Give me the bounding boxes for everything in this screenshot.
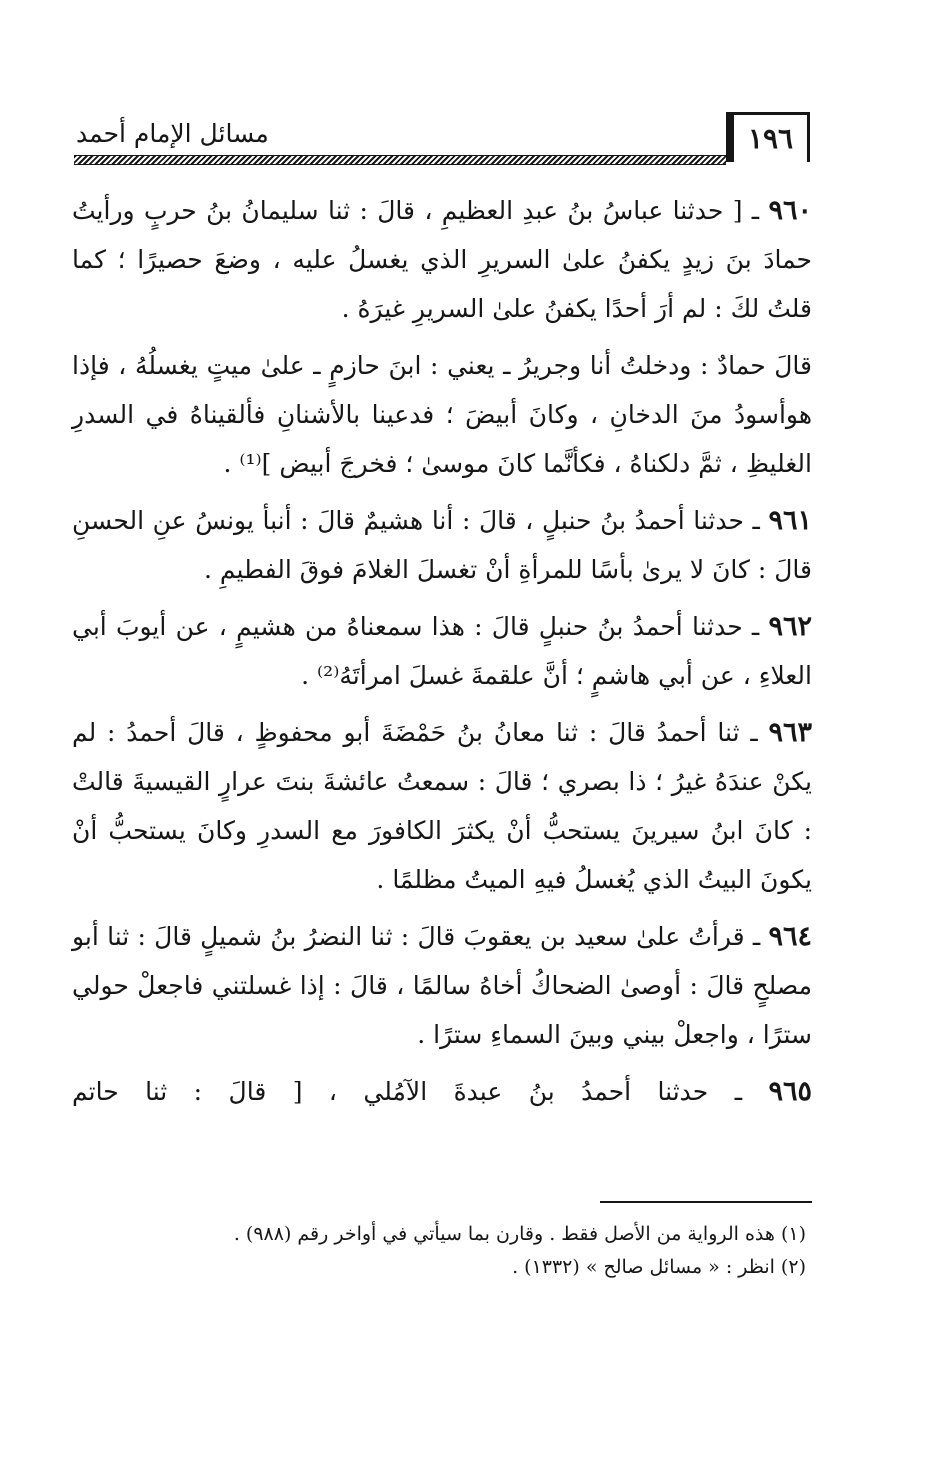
footnote-2: (٢) انظر : « مسائل صالح » (١٣٣٢) . [512, 1256, 806, 1278]
entry-text: [ حدثنا عباسُ بنُ عبدِ العظيمِ ، قالَ : ثنا سليمانُ بنُ حربٍ ورأيتُ حمادَ بنَ زيدٍ يكفنُ علىٰ السريرِ الذي يغسلُ عليه ، وضعَ حصيرًا ؛ كما قلتُ لكَ : لم أرَ أحدًا يكفنُ علىٰ السريرِ غيرَهُ . [72, 196, 812, 323]
entry-960-continued [72, 341, 812, 488]
entry-dash: ـ [739, 718, 769, 747]
entry-963 [72, 708, 812, 904]
entry-960 [72, 186, 812, 333]
body-text [72, 186, 812, 1124]
entry-number: ٩٦٠ [768, 195, 813, 226]
entry-number: ٩٦٢ [768, 611, 813, 642]
footnote-1: (١) هذه الرواية من الأصل فقط . وقارن بما سيأتي في أواخر رقم (٩٨٨) . [233, 1223, 806, 1245]
page-number: ١٩٦ [726, 112, 810, 162]
entry-965 [72, 1067, 812, 1116]
header-rule [74, 155, 726, 165]
running-title: مسائل الإمام أحمد [76, 119, 269, 148]
entry-dash: ـ [708, 1077, 769, 1106]
footnote-rule [600, 1201, 812, 1203]
entry-text: ثنا أحمدُ قالَ : ثنا معانُ بنُ حَمْضَةَ أبو محفوظٍ ، قالَ أحمدُ : لم يكنْ عندَهُ غيرُ ؛ ذا بصري ؛ قالَ : سمعتُ عائشةَ بنتَ عرارٍ القيسيةَ قالتْ : كانَ ابنُ سيرينَ يستحبُّ أنْ يكثرَ الكافورَ مع السدرِ وكانَ يستحبُّ أنْ يكونَ البيتُ الذي يُغسلُ فيهِ الميتُ مظلمًا . [72, 718, 812, 894]
entry-962 [72, 602, 812, 700]
entry-961 [72, 496, 812, 594]
entry-number: ٩٦١ [768, 505, 812, 536]
entry-text: حدثنا أحمدُ بنُ عبدةَ الآمُلي ، [ قالَ : ثنا حاتم [72, 1077, 709, 1106]
entry-dash: ـ [744, 922, 769, 951]
entry-text: قرأتُ علىٰ سعيد بن يعقوبَ قالَ : ثنا النضرُ بنُ شميلٍ قالَ : ثنا أبو مصلحٍ قالَ : أوصىٰ الضحاكُ أخاهُ سالمًا ، قالَ : إذا غسلتني فاجعلْ حولي سترًا ، واجعلْ بيني وبينَ السماءِ سترًا . [72, 922, 812, 1049]
entry-dash: ـ [743, 506, 769, 535]
entry-dash: ـ [742, 196, 769, 225]
entry-dash: ـ [742, 612, 769, 641]
entry-number: ٩٦٥ [768, 1076, 812, 1107]
entry-number: ٩٦٣ [768, 717, 812, 748]
entry-text: قالَ حمادٌ : ودخلتُ أنا وجريرُ ـ يعني : ابنَ حازمٍ ـ علىٰ ميتٍ يغسلُهُ ، فإذا هوأسودُ منَ الدخانِ ، وكانَ أبيضَ ؛ فدعينا بالأشنانِ فألقيناهُ في السدرِ الغليظِ ، ثمَّ دلكناهُ ، فكأنَّما كانَ موسىٰ ؛ فخرجَ أبيض ]⁽¹⁾ . [72, 351, 812, 478]
entry-964 [72, 912, 812, 1059]
footnotes [80, 1218, 806, 1284]
entry-number: ٩٦٤ [768, 921, 813, 952]
entry-text: حدثنا أحمدُ بنُ حنبلٍ ، قالَ : أنا هشيمٌ قالَ : أنبأ يونسُ عنِ الحسنِ قالَ : كانَ لا يرىٰ بأسًا للمرأةِ أنْ تغسلَ الغلامَ فوقَ الفطيمِ . [72, 506, 812, 584]
entry-text: حدثنا أحمدُ بنُ حنبلٍ قالَ : هذا سمعناهُ من هشيمٍ ، عن أيوبَ أبي العلاءِ ، عن أبي هاشمٍ ؛ أنَّ علقمةَ غسلَ امرأتَهُ⁽²⁾ . [72, 612, 812, 690]
